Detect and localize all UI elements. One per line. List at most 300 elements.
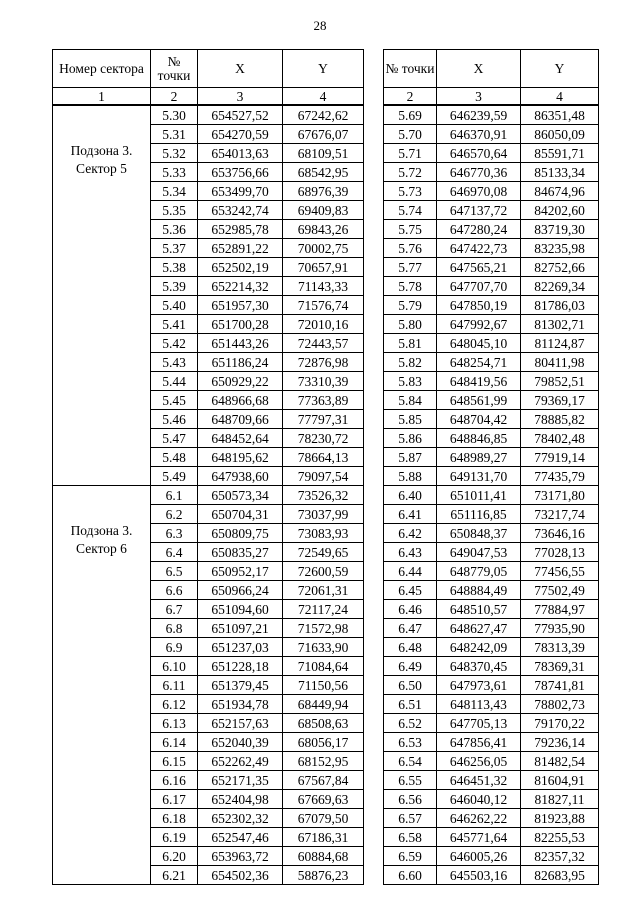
x-coordinate: 645503,16: [437, 866, 521, 885]
point-number: 6.11: [151, 676, 198, 695]
point-number: 6.20: [151, 847, 198, 866]
x-coordinate: 647565,21: [437, 258, 521, 277]
x-coordinate: 648709,66: [198, 410, 283, 429]
y-coordinate: 71143,33: [283, 277, 364, 296]
x-coordinate: 650809,75: [198, 524, 283, 543]
table-row: [384, 105, 599, 125]
point-number: 5.34: [151, 182, 198, 201]
y-coordinate: 82683,95: [521, 866, 599, 885]
y-coordinate: 80411,98: [521, 353, 599, 372]
y-coordinate: 85591,71: [521, 144, 599, 163]
point-number: 6.44: [384, 562, 437, 581]
header-y: Y: [283, 50, 364, 88]
table-row: [384, 771, 599, 790]
x-coordinate: 646256,05: [437, 752, 521, 771]
x-coordinate: 647707,70: [437, 277, 521, 296]
x-coordinate: 648627,47: [437, 619, 521, 638]
y-coordinate: 60884,68: [283, 847, 364, 866]
y-coordinate: 78402,48: [521, 429, 599, 448]
table-row: [384, 752, 599, 771]
x-coordinate: 652157,63: [198, 714, 283, 733]
table-row: [384, 581, 599, 600]
y-coordinate: 78885,82: [521, 410, 599, 429]
y-coordinate: 78313,39: [521, 638, 599, 657]
point-number: 5.41: [151, 315, 198, 334]
x-coordinate: 648242,09: [437, 638, 521, 657]
y-coordinate: 77935,90: [521, 619, 599, 638]
header-x: X: [198, 50, 283, 88]
point-number: 5.47: [151, 429, 198, 448]
point-number: 5.46: [151, 410, 198, 429]
y-coordinate: 72117,24: [283, 600, 364, 619]
x-coordinate: 650835,27: [198, 543, 283, 562]
table-row: [384, 296, 599, 315]
table-row: [384, 448, 599, 467]
y-coordinate: 73171,80: [521, 486, 599, 505]
x-coordinate: 647856,41: [437, 733, 521, 752]
x-coordinate: 648254,71: [437, 353, 521, 372]
x-coordinate: 651186,24: [198, 353, 283, 372]
y-coordinate: 58876,23: [283, 866, 364, 885]
y-coordinate: 77919,14: [521, 448, 599, 467]
x-coordinate: 648846,85: [437, 429, 521, 448]
coordinates-table-left: [52, 49, 364, 885]
point-number: 6.5: [151, 562, 198, 581]
y-coordinate: 68508,63: [283, 714, 364, 733]
table-row: [53, 105, 364, 125]
table-row: [384, 562, 599, 581]
point-number: 5.40: [151, 296, 198, 315]
y-coordinate: 77028,13: [521, 543, 599, 562]
table-row: [384, 600, 599, 619]
x-coordinate: 646262,22: [437, 809, 521, 828]
x-coordinate: 646005,26: [437, 847, 521, 866]
point-number: 5.69: [384, 105, 437, 125]
y-coordinate: 82752,66: [521, 258, 599, 277]
point-number: 5.84: [384, 391, 437, 410]
y-coordinate: 81302,71: [521, 315, 599, 334]
y-coordinate: 68152,95: [283, 752, 364, 771]
x-coordinate: 648419,56: [437, 372, 521, 391]
table-row: [384, 144, 599, 163]
y-coordinate: 67242,62: [283, 105, 364, 125]
table-row: [384, 182, 599, 201]
table-row: [384, 353, 599, 372]
column-number: 4: [521, 88, 599, 106]
y-coordinate: 70002,75: [283, 239, 364, 258]
x-coordinate: 648966,68: [198, 391, 283, 410]
point-number: 5.36: [151, 220, 198, 239]
x-coordinate: 645771,64: [437, 828, 521, 847]
point-number: 5.82: [384, 353, 437, 372]
table-row: [384, 125, 599, 144]
x-coordinate: 651443,26: [198, 334, 283, 353]
point-number: 5.39: [151, 277, 198, 296]
y-coordinate: 77435,79: [521, 467, 599, 486]
point-number: 5.43: [151, 353, 198, 372]
x-coordinate: 650573,34: [198, 486, 283, 505]
x-coordinate: 648452,64: [198, 429, 283, 448]
y-coordinate: 78664,13: [283, 448, 364, 467]
point-number: 5.38: [151, 258, 198, 277]
point-number: 6.59: [384, 847, 437, 866]
page-number: 28: [313, 18, 327, 33]
x-coordinate: 652302,32: [198, 809, 283, 828]
point-number: 6.42: [384, 524, 437, 543]
point-number: 5.75: [384, 220, 437, 239]
x-coordinate: 648561,99: [437, 391, 521, 410]
y-coordinate: 79236,14: [521, 733, 599, 752]
point-number: 6.49: [384, 657, 437, 676]
table-row: [53, 486, 364, 505]
y-coordinate: 67079,50: [283, 809, 364, 828]
y-coordinate: 69843,26: [283, 220, 364, 239]
point-number: 5.37: [151, 239, 198, 258]
x-coordinate: 648510,57: [437, 600, 521, 619]
y-coordinate: 85133,34: [521, 163, 599, 182]
table-row: [384, 847, 599, 866]
table-row: [384, 239, 599, 258]
y-coordinate: 84674,96: [521, 182, 599, 201]
x-coordinate: 650704,31: [198, 505, 283, 524]
point-number: 6.4: [151, 543, 198, 562]
point-number: 5.81: [384, 334, 437, 353]
y-coordinate: 81604,91: [521, 771, 599, 790]
x-coordinate: 650952,17: [198, 562, 283, 581]
point-number: 6.13: [151, 714, 198, 733]
point-number: 5.88: [384, 467, 437, 486]
y-coordinate: 79097,54: [283, 467, 364, 486]
table-row: [384, 543, 599, 562]
column-number: 1: [53, 88, 151, 106]
y-coordinate: 77797,31: [283, 410, 364, 429]
point-number: 6.19: [151, 828, 198, 847]
y-coordinate: 79852,51: [521, 372, 599, 391]
x-coordinate: 646970,08: [437, 182, 521, 201]
point-number: 6.9: [151, 638, 198, 657]
x-coordinate: 653756,66: [198, 163, 283, 182]
point-number: 6.10: [151, 657, 198, 676]
column-number: 2: [151, 88, 198, 106]
y-coordinate: 67186,31: [283, 828, 364, 847]
x-coordinate: 651094,60: [198, 600, 283, 619]
point-number: 5.80: [384, 315, 437, 334]
y-coordinate: 81923,88: [521, 809, 599, 828]
y-coordinate: 73646,16: [521, 524, 599, 543]
table-row: [384, 410, 599, 429]
x-coordinate: 646451,32: [437, 771, 521, 790]
point-number: 6.50: [384, 676, 437, 695]
point-number: 6.60: [384, 866, 437, 885]
y-coordinate: 83719,30: [521, 220, 599, 239]
table-row: [384, 505, 599, 524]
y-coordinate: 72600,59: [283, 562, 364, 581]
y-coordinate: 68109,51: [283, 144, 364, 163]
table-row: [384, 657, 599, 676]
table-row: [384, 163, 599, 182]
y-coordinate: 82269,34: [521, 277, 599, 296]
x-coordinate: 647938,60: [198, 467, 283, 486]
x-coordinate: 648779,05: [437, 562, 521, 581]
table-row: [384, 809, 599, 828]
y-coordinate: 81786,03: [521, 296, 599, 315]
x-coordinate: 647992,67: [437, 315, 521, 334]
y-coordinate: 72010,16: [283, 315, 364, 334]
y-coordinate: 81827,11: [521, 790, 599, 809]
x-coordinate: 651957,30: [198, 296, 283, 315]
point-number: 6.16: [151, 771, 198, 790]
y-coordinate: 78230,72: [283, 429, 364, 448]
y-coordinate: 83235,98: [521, 239, 599, 258]
x-coordinate: 651097,21: [198, 619, 283, 638]
x-coordinate: 646370,91: [437, 125, 521, 144]
y-coordinate: 77363,89: [283, 391, 364, 410]
x-coordinate: 650966,24: [198, 581, 283, 600]
point-number: 6.15: [151, 752, 198, 771]
table-row: [384, 429, 599, 448]
table-row: [384, 372, 599, 391]
point-number: 5.42: [151, 334, 198, 353]
x-coordinate: 653963,72: [198, 847, 283, 866]
point-number: 6.2: [151, 505, 198, 524]
y-coordinate: 71633,90: [283, 638, 364, 657]
x-coordinate: 652891,22: [198, 239, 283, 258]
point-number: 5.30: [151, 105, 198, 125]
x-coordinate: 649047,53: [437, 543, 521, 562]
table-row: [384, 695, 599, 714]
table-row: [384, 619, 599, 638]
point-number: 5.44: [151, 372, 198, 391]
y-coordinate: 78369,31: [521, 657, 599, 676]
point-number: 6.3: [151, 524, 198, 543]
point-number: 6.55: [384, 771, 437, 790]
point-number: 5.71: [384, 144, 437, 163]
x-coordinate: 647850,19: [437, 296, 521, 315]
y-coordinate: 73310,39: [283, 372, 364, 391]
y-coordinate: 70657,91: [283, 258, 364, 277]
y-coordinate: 77884,97: [521, 600, 599, 619]
x-coordinate: 652404,98: [198, 790, 283, 809]
sector-name: Подзона 3. Сектор 5: [53, 105, 151, 486]
x-coordinate: 652262,49: [198, 752, 283, 771]
point-number: 6.54: [384, 752, 437, 771]
y-coordinate: 86351,48: [521, 105, 599, 125]
y-coordinate: 78802,73: [521, 695, 599, 714]
y-coordinate: 77456,55: [521, 562, 599, 581]
point-number: 5.79: [384, 296, 437, 315]
table-row: [384, 258, 599, 277]
y-coordinate: 71576,74: [283, 296, 364, 315]
y-coordinate: 68449,94: [283, 695, 364, 714]
point-number: 5.73: [384, 182, 437, 201]
point-number: 5.85: [384, 410, 437, 429]
x-coordinate: 647422,73: [437, 239, 521, 258]
y-coordinate: 67669,63: [283, 790, 364, 809]
x-coordinate: 648989,27: [437, 448, 521, 467]
x-coordinate: 651011,41: [437, 486, 521, 505]
y-coordinate: 72061,31: [283, 581, 364, 600]
x-coordinate: 652502,19: [198, 258, 283, 277]
point-number: 6.46: [384, 600, 437, 619]
point-number: 6.6: [151, 581, 198, 600]
x-coordinate: 648884,49: [437, 581, 521, 600]
table-row: [384, 220, 599, 239]
y-coordinate: 73526,32: [283, 486, 364, 505]
y-coordinate: 84202,60: [521, 201, 599, 220]
point-number: 6.51: [384, 695, 437, 714]
y-coordinate: 78741,81: [521, 676, 599, 695]
table-row: [384, 486, 599, 505]
header-y: Y: [521, 50, 599, 88]
table-row: [384, 714, 599, 733]
x-coordinate: 654527,52: [198, 105, 283, 125]
x-coordinate: 648045,10: [437, 334, 521, 353]
column-number: 4: [283, 88, 364, 106]
x-coordinate: 646770,36: [437, 163, 521, 182]
x-coordinate: 652040,39: [198, 733, 283, 752]
table-row: [384, 524, 599, 543]
x-coordinate: 652547,46: [198, 828, 283, 847]
table-row: [384, 467, 599, 486]
x-coordinate: 646040,12: [437, 790, 521, 809]
x-coordinate: 651116,85: [437, 505, 521, 524]
point-number: 5.86: [384, 429, 437, 448]
y-coordinate: 68056,17: [283, 733, 364, 752]
x-coordinate: 650848,37: [437, 524, 521, 543]
y-coordinate: 72443,57: [283, 334, 364, 353]
x-coordinate: 654270,59: [198, 125, 283, 144]
point-number: 6.14: [151, 733, 198, 752]
y-coordinate: 81124,87: [521, 334, 599, 353]
point-number: 5.87: [384, 448, 437, 467]
point-number: 6.17: [151, 790, 198, 809]
y-coordinate: 69409,83: [283, 201, 364, 220]
x-coordinate: 651379,45: [198, 676, 283, 695]
y-coordinate: 73217,74: [521, 505, 599, 524]
point-number: 5.70: [384, 125, 437, 144]
point-number: 6.12: [151, 695, 198, 714]
x-coordinate: 654502,36: [198, 866, 283, 885]
point-number: 5.77: [384, 258, 437, 277]
y-coordinate: 71084,64: [283, 657, 364, 676]
y-coordinate: 68976,39: [283, 182, 364, 201]
x-coordinate: 646570,64: [437, 144, 521, 163]
x-coordinate: 647705,13: [437, 714, 521, 733]
column-number: 3: [198, 88, 283, 106]
x-coordinate: 651934,78: [198, 695, 283, 714]
x-coordinate: 652214,32: [198, 277, 283, 296]
y-coordinate: 71572,98: [283, 619, 364, 638]
header-x: X: [437, 50, 521, 88]
point-number: 6.56: [384, 790, 437, 809]
y-coordinate: 72549,65: [283, 543, 364, 562]
x-coordinate: 648370,45: [437, 657, 521, 676]
y-coordinate: 71150,56: [283, 676, 364, 695]
point-number: 6.58: [384, 828, 437, 847]
y-coordinate: 82357,32: [521, 847, 599, 866]
point-number: 5.33: [151, 163, 198, 182]
x-coordinate: 653499,70: [198, 182, 283, 201]
point-number: 6.1: [151, 486, 198, 505]
y-coordinate: 79369,17: [521, 391, 599, 410]
y-coordinate: 73083,93: [283, 524, 364, 543]
y-coordinate: 68542,95: [283, 163, 364, 182]
sector-name: Подзона 3. Сектор 6: [53, 486, 151, 885]
point-number: 5.78: [384, 277, 437, 296]
point-number: 5.74: [384, 201, 437, 220]
table-row: [384, 315, 599, 334]
y-coordinate: 77502,49: [521, 581, 599, 600]
x-coordinate: 647280,24: [437, 220, 521, 239]
point-number: 6.41: [384, 505, 437, 524]
point-number: 5.45: [151, 391, 198, 410]
x-coordinate: 647973,61: [437, 676, 521, 695]
table-row: [384, 638, 599, 657]
x-coordinate: 649131,70: [437, 467, 521, 486]
point-number: 5.31: [151, 125, 198, 144]
y-coordinate: 67567,84: [283, 771, 364, 790]
column-number: 3: [437, 88, 521, 106]
x-coordinate: 651237,03: [198, 638, 283, 657]
y-coordinate: 72876,98: [283, 353, 364, 372]
x-coordinate: 648113,43: [437, 695, 521, 714]
x-coordinate: 653242,74: [198, 201, 283, 220]
x-coordinate: 650929,22: [198, 372, 283, 391]
table-row: [384, 334, 599, 353]
header-sector-number: Номер сектора: [53, 50, 151, 88]
table-row: [384, 676, 599, 695]
point-number: 6.45: [384, 581, 437, 600]
x-coordinate: 652171,35: [198, 771, 283, 790]
coordinates-table-right: [383, 49, 599, 885]
x-coordinate: 647137,72: [437, 201, 521, 220]
point-number: 6.43: [384, 543, 437, 562]
table-row: [384, 866, 599, 885]
table-row: [384, 391, 599, 410]
x-coordinate: 651700,28: [198, 315, 283, 334]
point-number: 6.47: [384, 619, 437, 638]
point-number: 5.48: [151, 448, 198, 467]
y-coordinate: 67676,07: [283, 125, 364, 144]
column-number: 2: [384, 88, 437, 106]
point-number: 5.83: [384, 372, 437, 391]
x-coordinate: 648704,42: [437, 410, 521, 429]
point-number: 6.57: [384, 809, 437, 828]
y-coordinate: 73037,99: [283, 505, 364, 524]
point-number: 6.48: [384, 638, 437, 657]
x-coordinate: 646239,59: [437, 105, 521, 125]
y-coordinate: 86050,09: [521, 125, 599, 144]
table-row: [384, 277, 599, 296]
x-coordinate: 648195,62: [198, 448, 283, 467]
point-number: 5.35: [151, 201, 198, 220]
point-number: 5.72: [384, 163, 437, 182]
point-number: 5.76: [384, 239, 437, 258]
table-row: [384, 790, 599, 809]
header-point-number: № точки: [384, 50, 437, 88]
table-row: [384, 201, 599, 220]
point-number: 6.40: [384, 486, 437, 505]
y-coordinate: 81482,54: [521, 752, 599, 771]
point-number: 5.49: [151, 467, 198, 486]
x-coordinate: 652985,78: [198, 220, 283, 239]
point-number: 5.32: [151, 144, 198, 163]
point-number: 6.8: [151, 619, 198, 638]
y-coordinate: 79170,22: [521, 714, 599, 733]
x-coordinate: 654013,63: [198, 144, 283, 163]
y-coordinate: 82255,53: [521, 828, 599, 847]
point-number: 6.18: [151, 809, 198, 828]
